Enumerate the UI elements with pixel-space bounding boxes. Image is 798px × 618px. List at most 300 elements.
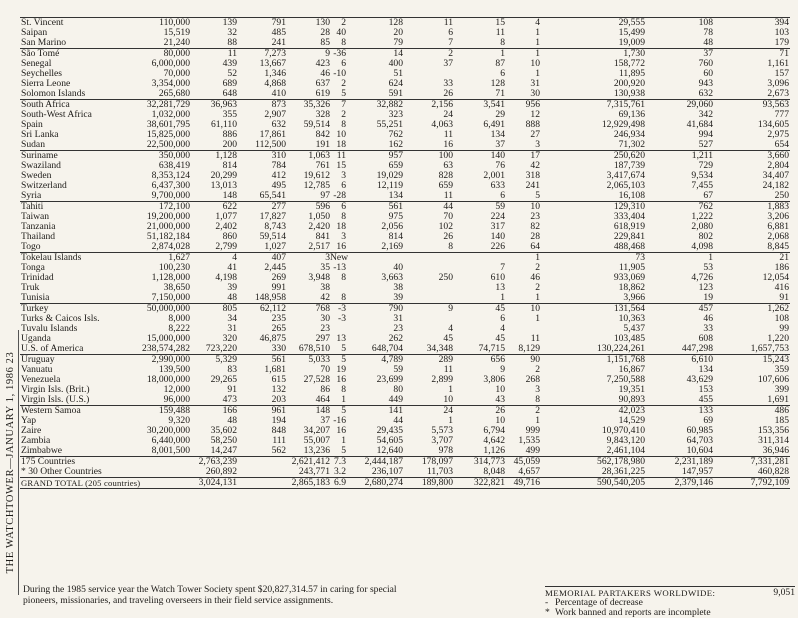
value-cell: 841 (315, 231, 330, 242)
table-row (20, 18, 790, 29)
value-cell: 46 (703, 313, 713, 324)
value-cell: 761 (315, 160, 330, 171)
country-name-cell: St. Vincent (20, 18, 123, 29)
value-cell: 10 (506, 202, 541, 213)
value-cell: 37 (646, 49, 714, 60)
country-name-cell: Tokelau Islands (20, 253, 123, 264)
value-cell: 1,627 (123, 253, 191, 264)
value-cell: 93,563 (714, 100, 790, 111)
country-name-cell: Taiwan (21, 211, 50, 222)
value-cell: 4 (191, 253, 238, 264)
value-cell: 8 (341, 211, 346, 222)
value-cell: 40 (336, 27, 346, 38)
value-cell: 1,126 (483, 445, 505, 456)
value-cell: 1,691 (767, 394, 789, 405)
value-cell: 5,573 (431, 425, 453, 436)
value-cell: 69 (703, 415, 713, 426)
table-row (20, 426, 790, 436)
value-cell: 3,024,131 (191, 478, 238, 489)
value-cell: 400 (388, 58, 403, 69)
country-name-cell: Spain (21, 119, 43, 130)
value-cell: 31 (227, 323, 237, 334)
value-cell: 17,827 (259, 211, 286, 222)
value-cell: 55,251 (376, 119, 403, 130)
value-cell: 12,054 (762, 272, 789, 283)
country-name-cell: Yap (21, 415, 37, 426)
country-name-cell: Zaire (21, 425, 42, 436)
value-cell: 59 (393, 364, 403, 375)
value-cell: 51,182,184 (146, 231, 190, 242)
value-cell: 2,804 (767, 160, 789, 171)
value-cell: 39 (227, 282, 237, 293)
value-cell: 5,033 (287, 355, 330, 366)
value-cell: 8 (341, 384, 346, 395)
value-cell: 2,169 (381, 241, 403, 252)
value-cell: 994 (698, 129, 713, 140)
value-cell: 10 (530, 58, 540, 69)
table-row (20, 110, 790, 120)
value-cell: 32,281,729 (123, 100, 191, 111)
value-cell: 7,455 (691, 180, 713, 191)
table-row (20, 181, 790, 191)
value-cell: 46 (320, 68, 330, 79)
value-cell: 100 (404, 151, 454, 162)
value-cell: 19,009 (618, 37, 645, 48)
value-cell: 200,920 (613, 78, 645, 89)
value-cell: 10,363 (618, 313, 645, 324)
country-name-cell: Tanzania (21, 221, 56, 232)
value-cell: 111 (272, 435, 286, 446)
table-row (20, 253, 790, 264)
value-cell: 63 (443, 160, 453, 171)
value-cell: 6 (341, 58, 346, 69)
country-name-cell: Senegal (21, 58, 52, 69)
value-cell: 2,865,183 (287, 478, 330, 489)
value-cell: 179 (774, 37, 789, 48)
value-cell: 6,000,000 (151, 58, 190, 69)
value-cell: 52 (227, 68, 237, 79)
value-cell: 860 (222, 231, 237, 242)
value-cell: 1 (535, 415, 540, 426)
value-cell (404, 253, 454, 264)
value-cell: 6 (448, 27, 453, 38)
value-cell: 416 (774, 282, 789, 293)
value-cell: 457 (646, 304, 714, 315)
value-cell: 355 (222, 109, 237, 120)
value-cell: 23 (393, 323, 403, 334)
country-name-cell: Solomon Islands (21, 88, 86, 99)
value-cell: 7,250,588 (606, 374, 645, 385)
value-cell: 17,861 (259, 129, 286, 140)
value-cell: 8 (341, 272, 346, 283)
value-cell: 6 (500, 313, 505, 324)
value-cell: 23 (320, 323, 330, 334)
value-cell: 886 (222, 129, 237, 140)
value-cell: 762 (388, 129, 403, 140)
value-cell: 29 (495, 109, 505, 120)
value-cell: 4 (506, 18, 541, 29)
value-cell: 5 (330, 406, 346, 417)
value-cell: 323 (388, 109, 403, 120)
table-row (20, 385, 790, 395)
value-cell: 412 (271, 170, 286, 181)
value-cell: 8 (448, 241, 453, 252)
value-cell: 128 (346, 18, 404, 29)
country-name-cell: San Marino (21, 37, 67, 48)
value-cell: 24 (443, 109, 453, 120)
value-cell: 88 (227, 37, 237, 48)
value-cell: 15 (454, 18, 506, 29)
value-cell: 6 (500, 68, 505, 79)
value-cell: 73 (541, 253, 646, 264)
value-cell: 12 (530, 109, 540, 120)
value-cell: 67 (703, 190, 713, 201)
value-cell: 19 (336, 364, 346, 375)
value-cell: 27,528 (303, 374, 330, 385)
value-cell: 235 (271, 313, 286, 324)
value-cell: 60,985 (686, 425, 713, 436)
value-cell: 2,975 (767, 129, 789, 140)
value-cell: 9,534 (691, 170, 713, 181)
value-cell: 12,640 (376, 445, 403, 456)
value-cell: 9 (287, 49, 330, 60)
value-cell: 226 (490, 241, 505, 252)
value-cell: 82 (530, 221, 540, 232)
value-cell: 561 (346, 202, 404, 213)
value-cell: 80,000 (123, 49, 191, 60)
value-cell: 499 (525, 445, 540, 456)
country-name-cell: Saipan (21, 27, 48, 38)
value-cell: 791 (238, 18, 287, 29)
value-cell: 85 (320, 37, 330, 48)
value-cell: 1,077 (215, 211, 237, 222)
country-name-cell: Virgin Isls. (U.S.) (21, 394, 90, 405)
country-name-cell: Trinidad (21, 272, 54, 283)
value-cell: 30 (530, 88, 540, 99)
value-cell: 35,602 (210, 425, 237, 436)
value-cell: 34,207 (303, 425, 330, 436)
value-cell: 394 (714, 18, 790, 29)
value-cell: 35 (320, 262, 330, 273)
value-cell: 8 (341, 37, 346, 48)
value-cell: 238,574,282 (142, 343, 190, 354)
value-cell: 399 (774, 384, 789, 395)
value-cell: 189,800 (404, 478, 454, 489)
value-cell: 11 (191, 49, 238, 60)
value-cell: 723,220 (205, 343, 237, 354)
table-row (20, 314, 790, 324)
value-cell: 961 (238, 406, 287, 417)
country-report-table (20, 17, 790, 489)
value-cell: 64,703 (686, 435, 713, 446)
value-cell: 46,875 (259, 333, 286, 344)
value-cell: -3 (338, 313, 346, 324)
value-cell: 11 (330, 151, 346, 162)
value-cell: 159,488 (123, 406, 191, 417)
value-cell: 123 (698, 282, 713, 293)
value-cell: 2,402 (215, 221, 237, 232)
value-cell: 139 (191, 18, 238, 29)
value-cell: 42 (320, 292, 330, 303)
value-cell: 2,001 (483, 170, 505, 181)
value-cell: 37 (495, 139, 505, 150)
value-cell: 158,772 (613, 58, 645, 69)
value-cell: 8,129 (518, 343, 540, 354)
value-cell: 2,156 (404, 100, 454, 111)
value-cell: 760 (698, 58, 713, 69)
value-cell: 2,990,000 (123, 355, 191, 366)
value-cell: 107,606 (757, 374, 789, 385)
value-cell: 485 (271, 27, 286, 38)
value-cell: 464 (315, 394, 330, 405)
value-cell: 102 (438, 221, 453, 232)
value-cell: 8,743 (264, 221, 286, 232)
value-cell: 91 (779, 292, 789, 303)
value-cell: 3.2 (334, 466, 346, 477)
country-name-cell: Sweden (21, 170, 52, 181)
value-cell: 1,128,000 (151, 272, 190, 283)
value-cell: 2,080 (691, 221, 713, 232)
table-row (20, 304, 790, 315)
value-cell: 265 (271, 323, 286, 334)
value-cell: 48 (703, 37, 713, 48)
value-cell: 1 (506, 49, 541, 60)
value-cell: 15,519 (163, 27, 190, 38)
value-cell: 14 (346, 49, 404, 60)
value-cell: 2,621,412 (287, 457, 330, 468)
value-cell: 243,771 (298, 466, 330, 477)
value-cell: 262 (388, 333, 403, 344)
value-cell (123, 457, 191, 468)
value-cell: 16 (443, 139, 453, 150)
value-cell: 28,361,225 (601, 466, 645, 477)
value-cell: 23 (530, 211, 540, 222)
value-cell: 8,353,124 (151, 170, 190, 181)
country-name-cell: Zimbabwe (21, 445, 63, 456)
value-cell: 250 (438, 272, 453, 283)
value-cell: 488,468 (613, 241, 645, 252)
footnote-text: Work banned and reports are incomplete (555, 607, 711, 618)
value-cell: 1 (535, 292, 540, 303)
value-cell: 19,351 (618, 384, 645, 395)
value-cell: 26 (454, 406, 506, 417)
value-cell: 32,882 (346, 100, 404, 111)
value-cell: 333,404 (613, 211, 645, 222)
value-cell: -28 (333, 190, 346, 201)
value-cell: 1 (535, 68, 540, 79)
value-cell: 1,220 (767, 333, 789, 344)
value-cell: 678,510 (298, 343, 330, 354)
value-cell: 317 (490, 221, 505, 232)
value-cell: 3 (341, 170, 346, 181)
value-cell: 246,934 (613, 129, 645, 140)
value-cell: 24,182 (762, 180, 789, 191)
value-cell: 562,178,980 (541, 457, 646, 468)
value-cell: 2,517 (308, 241, 330, 252)
value-cell (238, 457, 287, 468)
value-cell: 4,198 (215, 272, 237, 283)
table-row (20, 69, 790, 79)
table-row (20, 222, 790, 232)
value-cell: 18,000,000 (146, 374, 190, 385)
value-cell: 328 (315, 109, 330, 120)
value-cell: 297 (315, 333, 330, 344)
table-row (20, 334, 790, 344)
value-cell: 4,726 (691, 272, 713, 283)
value-cell: 22,500,000 (146, 139, 190, 150)
value-cell: 130 (287, 18, 330, 29)
value-cell: 11,905 (618, 262, 645, 273)
value-cell: 648 (222, 88, 237, 99)
value-cell: 45,059 (506, 457, 541, 468)
value-cell: 21 (714, 253, 790, 264)
value-cell: 2,874,028 (151, 241, 190, 252)
value-cell: 90 (506, 355, 541, 366)
value-cell: 241 (271, 37, 286, 48)
value-cell: 1 (341, 435, 346, 446)
table-row (20, 406, 790, 417)
value-cell: 3,966 (623, 292, 645, 303)
value-cell: 873 (238, 100, 287, 111)
value-cell: 260,892 (205, 466, 237, 477)
value-cell: 28 (530, 231, 540, 242)
value-cell: 314,773 (454, 457, 506, 468)
country-name-cell: Switzerland (21, 180, 67, 191)
value-cell: 4,642 (483, 435, 505, 446)
value-cell: 70 (320, 364, 330, 375)
value-cell: 486 (714, 406, 790, 417)
value-cell: 943 (698, 78, 713, 89)
value-cell: 6.9 (330, 478, 346, 489)
country-name-cell: Suriname (20, 151, 123, 162)
value-cell: 805 (191, 304, 238, 315)
value-cell: 1,128 (191, 151, 238, 162)
value-cell: 7,315,761 (541, 100, 646, 111)
value-cell: 423 (315, 58, 330, 69)
value-cell: 1,535 (518, 435, 540, 446)
table-row (20, 395, 790, 406)
value-cell: 1,883 (714, 202, 790, 213)
value-cell: 1 (500, 292, 505, 303)
value-cell: 632 (271, 119, 286, 130)
footnote-text: Percentage of decrease (555, 597, 643, 608)
value-cell: 38,601,795 (146, 119, 190, 130)
value-cell: 43 (495, 394, 505, 405)
value-cell: 3,663 (381, 272, 403, 283)
country-name-cell: Seychelles (21, 68, 63, 79)
value-cell: 147,957 (681, 466, 713, 477)
summary-row (20, 467, 790, 478)
value-cell: 30 (320, 313, 330, 324)
value-cell: 624 (388, 78, 403, 89)
value-cell: 1 (535, 27, 540, 38)
value-cell: 71 (714, 49, 790, 60)
value-cell: 330 (271, 343, 286, 354)
value-cell: 30,200,000 (146, 425, 190, 436)
value-cell: 48 (227, 415, 237, 426)
value-cell: 10,604 (686, 445, 713, 456)
value-cell: 41,684 (686, 119, 713, 130)
value-cell: 637 (315, 78, 330, 89)
value-cell: 31 (393, 313, 403, 324)
footnote-mark: - (545, 597, 549, 608)
value-cell: 5 (341, 88, 346, 99)
table-row (20, 38, 790, 49)
value-cell: 51 (393, 68, 403, 79)
value-cell: 79 (393, 37, 403, 48)
value-cell: 7,331,281 (714, 457, 790, 468)
value-cell: 236,107 (371, 466, 403, 477)
value-cell: 14,529 (618, 415, 645, 426)
value-cell: 473 (222, 394, 237, 405)
value-cell: 80 (393, 384, 403, 395)
value-cell: 17 (506, 151, 541, 162)
value-cell: 455 (698, 394, 713, 405)
memorial-heading: MEMORIAL PARTAKERS WORLDWIDE: (545, 588, 716, 598)
value-cell: 784 (271, 160, 286, 171)
value-cell: 29,265 (210, 374, 237, 385)
value-cell: 460,828 (757, 466, 789, 477)
table-row (20, 130, 790, 140)
value-cell: 2 (535, 262, 540, 273)
value-cell: 2 (330, 18, 346, 29)
value-cell: 9,700,000 (151, 190, 190, 201)
value-cell: 495 (271, 180, 286, 191)
value-cell: 656 (454, 355, 506, 366)
value-cell: 203 (271, 394, 286, 405)
table-row (20, 171, 790, 181)
country-name-cell: Syria (21, 190, 42, 201)
value-cell: 21,000,000 (146, 221, 190, 232)
value-cell: 6,437,300 (151, 180, 190, 191)
country-name-cell: * 30 Other Countries (21, 466, 102, 477)
value-cell: 11 (443, 364, 453, 375)
value-cell: 185 (774, 415, 789, 426)
value-cell: 3,806 (483, 374, 505, 385)
value-cell: 2 (535, 364, 540, 375)
value-cell: 27 (530, 129, 540, 140)
country-name-cell: South-West Africa (21, 109, 92, 120)
value-cell: 2 (341, 109, 346, 120)
value-cell: 11 (530, 333, 540, 344)
value-cell: 2,445 (264, 262, 286, 273)
country-name-cell: Togo (21, 241, 41, 252)
country-name-cell: Truk (21, 282, 40, 293)
value-cell: 44 (393, 415, 403, 426)
value-cell: 8 (341, 292, 346, 303)
value-cell: 224 (490, 211, 505, 222)
value-cell: 4,098 (691, 241, 713, 252)
country-name-cell: Swaziland (21, 160, 61, 171)
value-cell: 342 (698, 109, 713, 120)
value-cell: 1,681 (264, 364, 286, 375)
value-cell: 96,000 (163, 394, 190, 405)
value-cell: 103,485 (613, 333, 645, 344)
value-cell: 9,843,120 (606, 435, 645, 446)
value-cell: 1,211 (646, 151, 714, 162)
value-cell: 8 (341, 119, 346, 130)
value-cell: 32 (227, 27, 237, 38)
value-cell: 148 (287, 406, 330, 417)
value-cell: 153,356 (757, 425, 789, 436)
value-cell: 54,605 (376, 435, 403, 446)
value-cell: 978 (438, 445, 453, 456)
value-cell: 71 (495, 88, 505, 99)
value-cell: 633 (490, 180, 505, 191)
value-cell: 2,444,187 (346, 457, 404, 468)
value-cell: 131,564 (541, 304, 646, 315)
value-cell: 229,841 (613, 231, 645, 242)
